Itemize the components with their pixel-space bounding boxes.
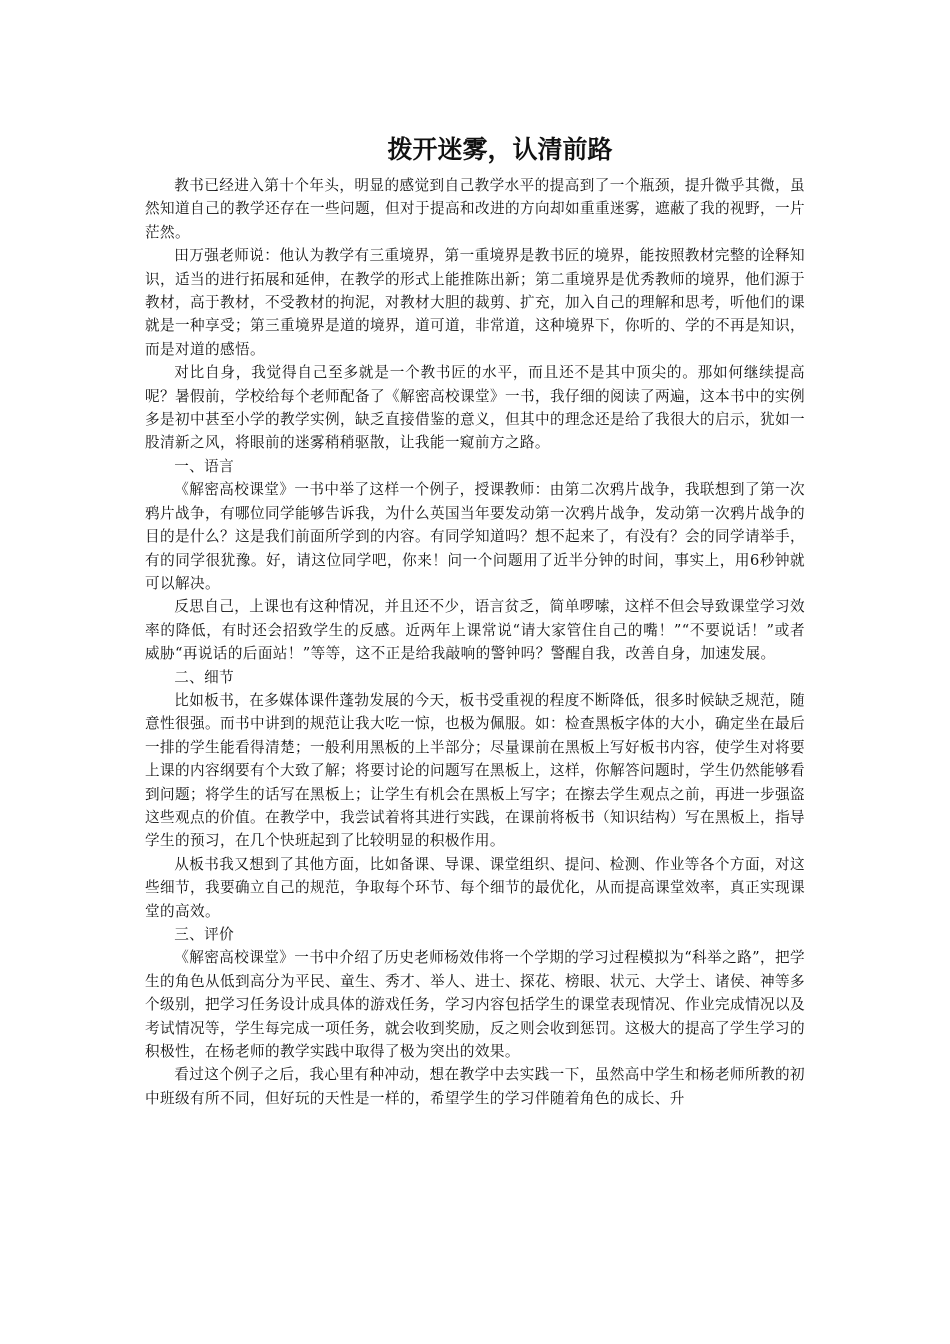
paragraph-language-example: 《解密高校课堂》一书中举了这样一个例子，授课教师：由第二次鸦片战争，我联想到了第一次鸦片战争，有哪位同学能够告诉我，为什么英国当年要发动第一次鸦片战争，发动第一次鸦片战争的目的是什么？这是我们前面所学到的内容。有同学知道吗？想不起来了，有没有？会的同学请举手，有的同学很犹豫。好，请这位同学吧，你来！问一个问题用了近半分钟的时间，事实上，用6秒钟就可以解决。: [145, 481, 805, 592]
document-title: 拨开迷雾，认清前路: [387, 135, 613, 164]
section-heading-details: 二、细节: [174, 668, 235, 686]
document-page: [145, 128, 805, 1110]
section-heading-evaluation: 三、评价: [174, 926, 235, 943]
section-heading-language: 一、语言: [174, 457, 235, 475]
paragraph-language-reflection: 反思自己，上课也有这种情况，并且还不少，语言贫乏，简单啰嗦，这样不但会导致课堂学习效率的降低，有时还会招致学生的反感。近两年上课常说“请大家管住自己的嘴！”“不要说话！”或者威胁“再说话的后面站！”等等，这不正是给我敲响的警钟吗？警醒自我，改善自身，加速发展。: [145, 598, 805, 663]
paragraph-blackboard: 比如板书，在多媒体课件蓬勃发展的今天，板书受重视的程度不断降低，很多时候缺乏规范，随意性很强。而书中讲到的规范让我大吃一惊，也极为佩服。如：检查黑板字体的大小，确定坐在最后一排的学生能看得清楚；一般利用黑板的上半部分；尽量课前在黑板上写好板书内容，使学生对将要上课的内容纲要有个大致了解；将要讨论的问题写在黑板上，这样，你解答问题时，学生仍然能够看到问题；将学生的话写在黑板上；让学生有机会在黑板上写字；在擦去学生观点之前，再进一步强盗这些观点的价值。在教学中，我尝试着将其进行实践，在课前将板书（知识结构）写在黑板上，指导学生的预习，在几个快班起到了比较明显的积极作用。: [145, 691, 805, 850]
paragraph-self-reflection: 对比自身，我觉得自己至多就是一个教书匠的水平，而且还不是其中顶尖的。那如何继续提高呢？暑假前，学校给每个老师配备了《解密高校课堂》一书，我仔细的阅读了两遍，这本书中的实例多是初中甚至小学的教学实例，缺乏直接借鉴的意义，但其中的理念还是给了我很大的启示，犹如一股清新之风，将眼前的迷雾稍稍驱散，让我能一窥前方之路。: [145, 364, 805, 452]
paragraph-three-realms: 田万强老师说：他认为教学有三重境界，第一重境界是教书匠的境界，能按照教材完整的诠释知识，适当的进行拓展和延伸，在教学的形式上能推陈出新；第二重境界是优秀教师的境界，他们源于教材，高于教材，不受教材的拘泥，对教材大胆的裁剪、扩充，加入自己的理解和思考，听他们的课就是一种享受；第三重境界是道的境界，道可道，非常道，这种境界下，你听的、学的不再是知识，而是对道的感悟。: [145, 247, 805, 358]
paragraph-evaluation-example: 《解密高校课堂》一书中介绍了历史老师杨效伟将一个学期的学习过程模拟为“科举之路”，把学生的角色从低到高分为平民、童生、秀才、举人、进士、探花、榜眼、状元、大学士、诸侯、神等多个级别，把学习任务设计成具体的游戏任务，学习内容包括学生的课堂表现情况、作业完成情况以及考试情况等，学生每完成一项任务，就会收到奖励，反之则会收到惩罚。这极大的提高了学生学习的积极性，在杨老师的教学实践中取得了极为突出的效果。: [145, 949, 805, 1061]
paragraph-evaluation-practice: 看过这个例子之后，我心里有种冲动，想在教学中去实践一下，虽然高中学生和杨老师所教的初中班级有所不同，但好玩的天性是一样的，希望学生的学习伴随着角色的成长、升: [145, 1066, 805, 1107]
paragraph-intro: 教书已经进入第十个年头，明显的感觉到自己教学水平的提高到了一个瓶颈，提升微乎其微，虽然知道自己的教学还存在一些问题，但对于提高和改进的方向却如重重迷雾，遮蔽了我的视野，一片茫然。: [145, 177, 805, 241]
paragraph-details-norms: 从板书我又想到了其他方面，比如备课、导课、课堂组织、提问、检测、作业等各个方面，对这些细节，我要确立自己的规范，争取每个环节、每个细节的最优化，从而提高课堂效率，真正实现课堂的高效。: [145, 855, 805, 920]
